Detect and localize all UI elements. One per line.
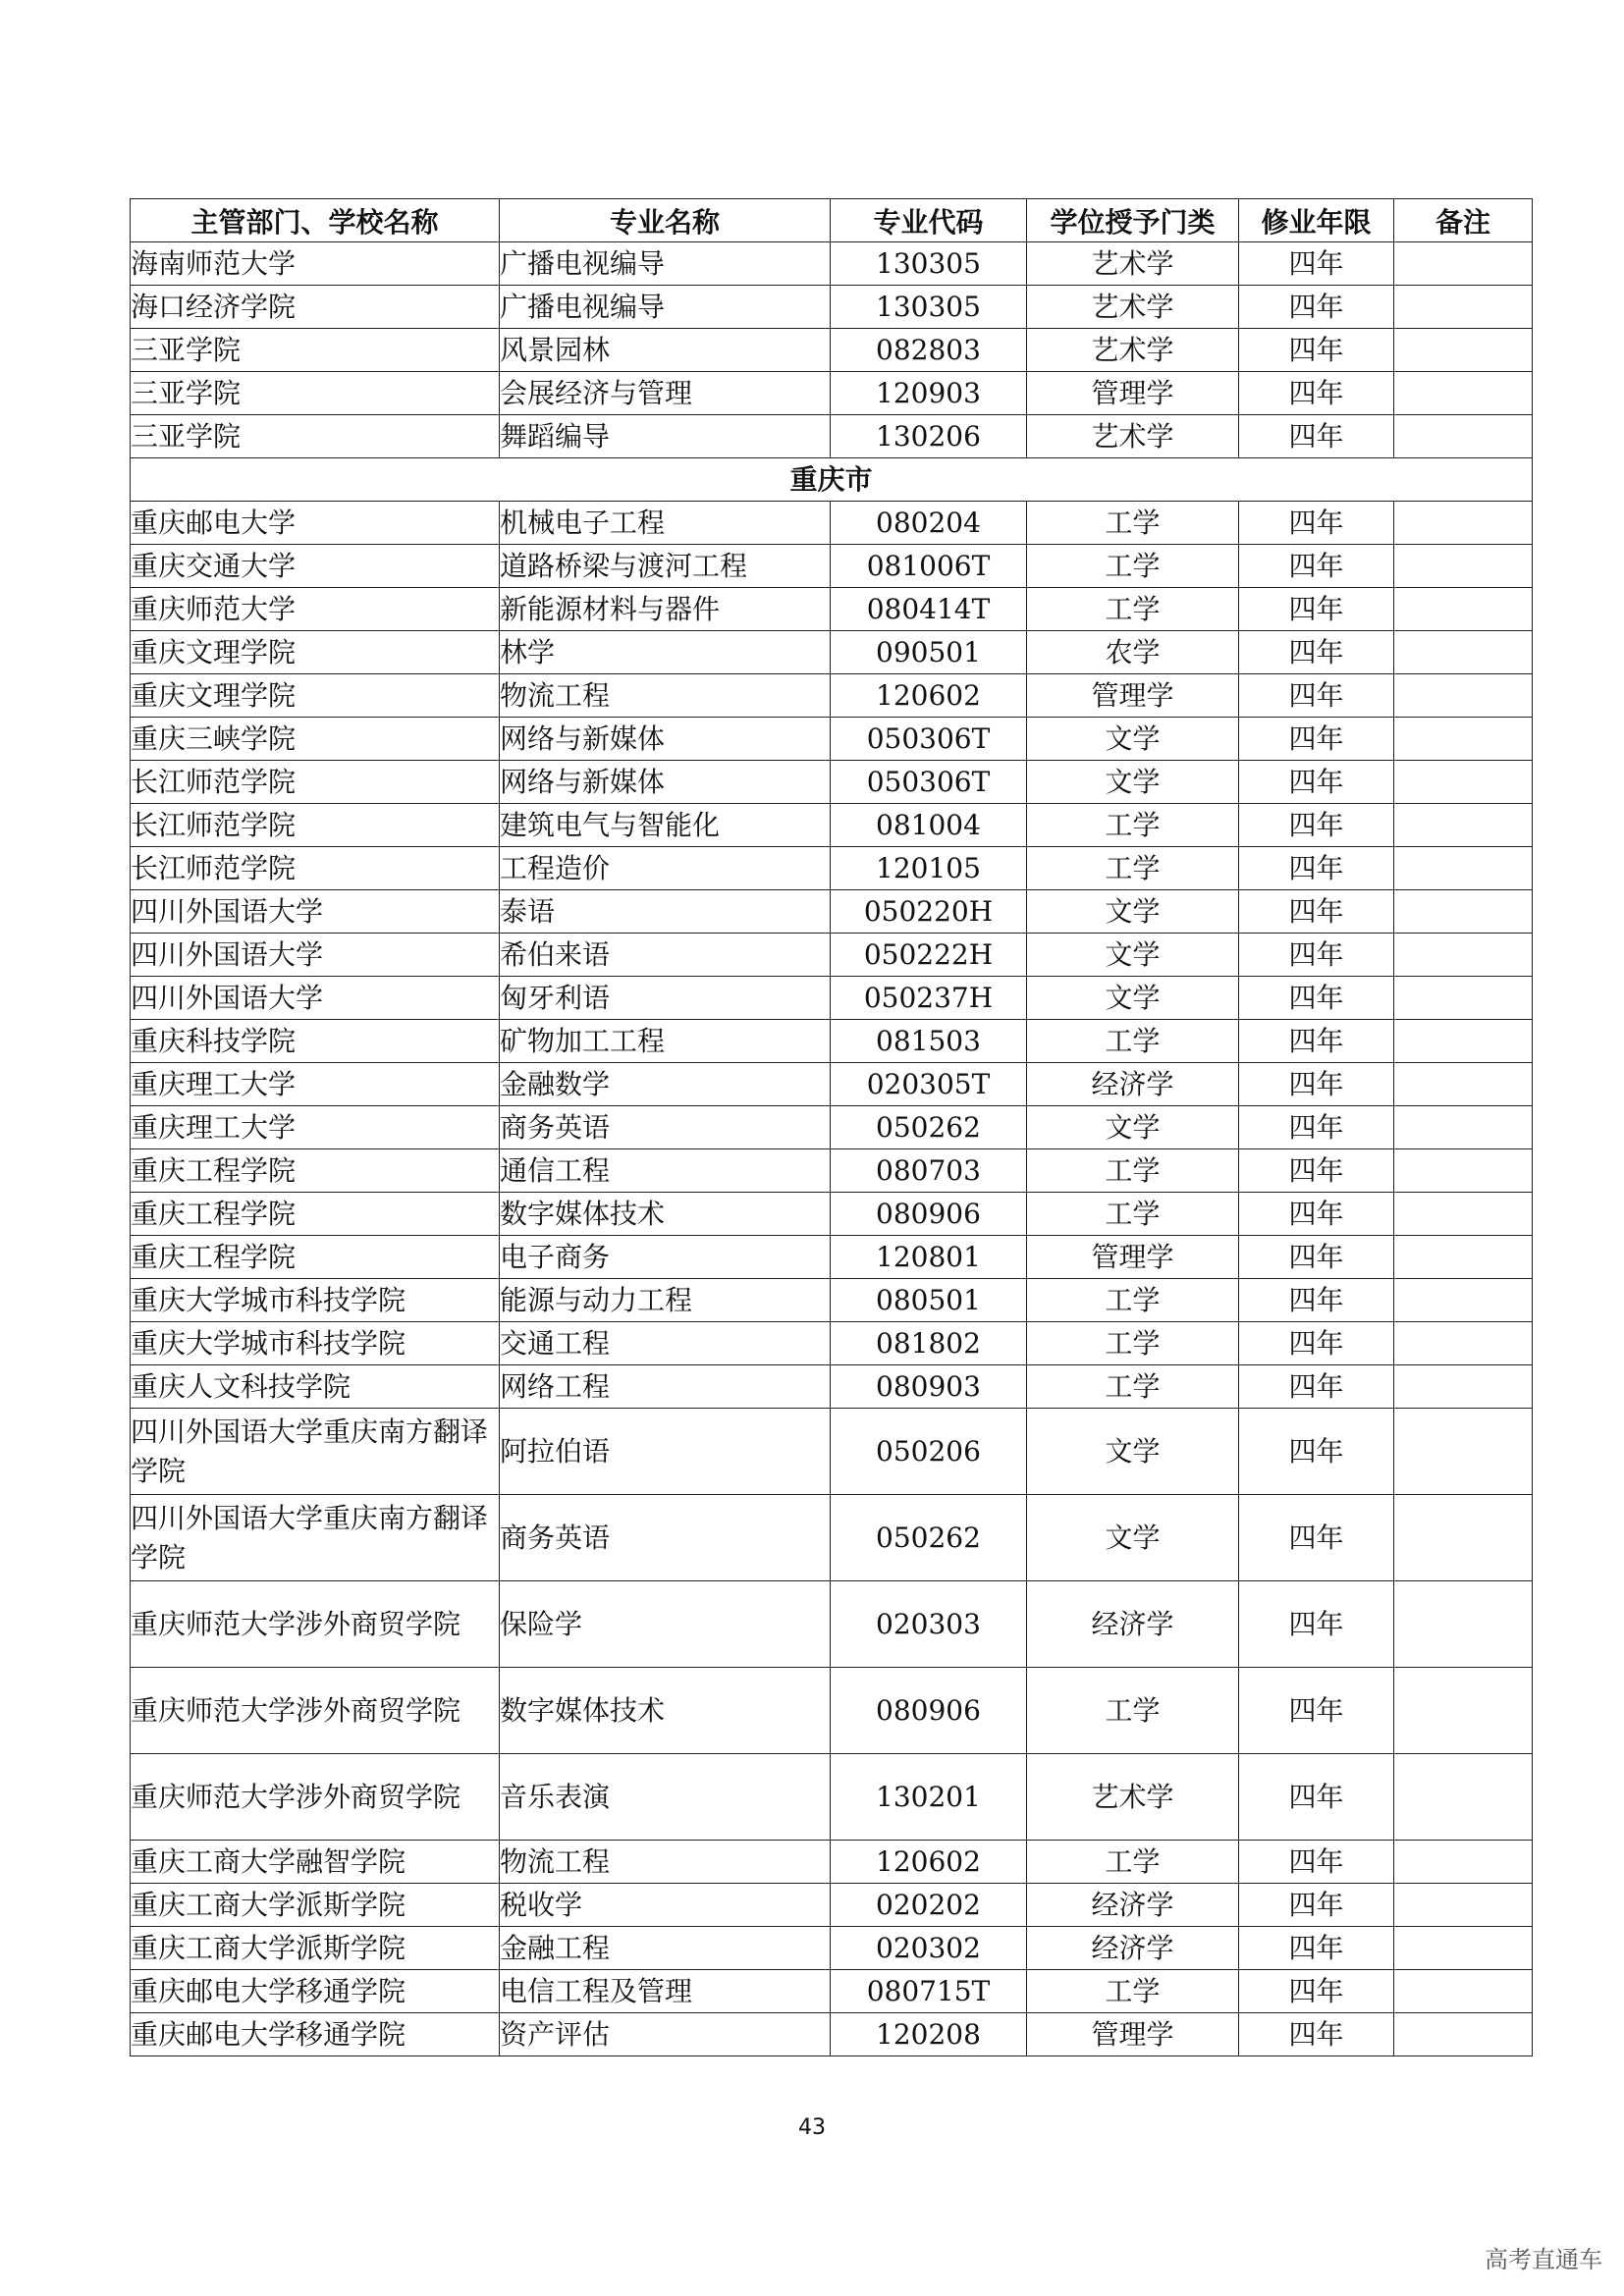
table-row bbox=[131, 588, 1533, 631]
degree-cell: 管理学 bbox=[1027, 2013, 1239, 2056]
years-cell: 四年 bbox=[1239, 242, 1394, 286]
note-cell bbox=[1394, 1279, 1533, 1322]
major-cell: 能源与动力工程 bbox=[500, 1279, 831, 1322]
major-cell: 会展经济与管理 bbox=[500, 372, 831, 415]
school-cell: 重庆大学城市科技学院 bbox=[131, 1322, 500, 1365]
major-cell: 音乐表演 bbox=[500, 1754, 831, 1841]
code-cell: 120602 bbox=[831, 674, 1027, 718]
major-cell: 资产评估 bbox=[500, 2013, 831, 2056]
years-cell: 四年 bbox=[1239, 1193, 1394, 1236]
years-cell: 四年 bbox=[1239, 1063, 1394, 1106]
years-cell: 四年 bbox=[1239, 1841, 1394, 1884]
code-cell: 120903 bbox=[831, 372, 1027, 415]
table-row bbox=[131, 1193, 1533, 1236]
table-row bbox=[131, 674, 1533, 718]
years-cell: 四年 bbox=[1239, 1322, 1394, 1365]
code-cell: 130305 bbox=[831, 286, 1027, 329]
degree-cell: 工学 bbox=[1027, 1020, 1239, 1063]
degree-cell: 工学 bbox=[1027, 1970, 1239, 2013]
years-cell: 四年 bbox=[1239, 631, 1394, 674]
code-cell: 080903 bbox=[831, 1365, 1027, 1409]
header-years: 修业年限 bbox=[1239, 199, 1394, 242]
table-row bbox=[131, 1106, 1533, 1149]
major-cell: 物流工程 bbox=[500, 1841, 831, 1884]
years-cell: 四年 bbox=[1239, 1279, 1394, 1322]
degree-cell: 文学 bbox=[1027, 1409, 1239, 1495]
years-cell: 四年 bbox=[1239, 286, 1394, 329]
degree-cell: 工学 bbox=[1027, 1279, 1239, 1322]
note-cell bbox=[1394, 1236, 1533, 1279]
code-cell: 080204 bbox=[831, 502, 1027, 545]
school-cell: 重庆工商大学派斯学院 bbox=[131, 1884, 500, 1927]
years-cell: 四年 bbox=[1239, 372, 1394, 415]
note-cell bbox=[1394, 804, 1533, 847]
school-cell: 四川外国语大学 bbox=[131, 977, 500, 1020]
note-cell bbox=[1394, 1581, 1533, 1668]
degree-cell: 工学 bbox=[1027, 1322, 1239, 1365]
code-cell: 082803 bbox=[831, 329, 1027, 372]
code-cell: 080906 bbox=[831, 1193, 1027, 1236]
note-cell bbox=[1394, 1063, 1533, 1106]
major-cell: 数字媒体技术 bbox=[500, 1668, 831, 1754]
table-row bbox=[131, 1581, 1533, 1668]
school-cell: 重庆工程学院 bbox=[131, 1236, 500, 1279]
major-cell: 商务英语 bbox=[500, 1106, 831, 1149]
school-cell: 重庆人文科技学院 bbox=[131, 1365, 500, 1409]
table-row bbox=[131, 286, 1533, 329]
years-cell: 四年 bbox=[1239, 1106, 1394, 1149]
major-cell: 泰语 bbox=[500, 890, 831, 934]
school-cell: 重庆三峡学院 bbox=[131, 718, 500, 761]
school-cell: 重庆邮电大学移通学院 bbox=[131, 1970, 500, 2013]
degree-cell: 农学 bbox=[1027, 631, 1239, 674]
table-row bbox=[131, 631, 1533, 674]
note-cell bbox=[1394, 545, 1533, 588]
code-cell: 080414T bbox=[831, 588, 1027, 631]
years-cell: 四年 bbox=[1239, 2013, 1394, 2056]
degree-cell: 工学 bbox=[1027, 1365, 1239, 1409]
school-cell: 重庆工程学院 bbox=[131, 1193, 500, 1236]
years-cell: 四年 bbox=[1239, 718, 1394, 761]
years-cell: 四年 bbox=[1239, 1970, 1394, 2013]
header-degree: 学位授予门类 bbox=[1027, 199, 1239, 242]
table-row bbox=[131, 1754, 1533, 1841]
school-cell: 重庆理工大学 bbox=[131, 1106, 500, 1149]
degree-cell: 工学 bbox=[1027, 502, 1239, 545]
years-cell: 四年 bbox=[1239, 1365, 1394, 1409]
major-cell: 金融工程 bbox=[500, 1927, 831, 1970]
major-cell: 税收学 bbox=[500, 1884, 831, 1927]
major-cell: 交通工程 bbox=[500, 1322, 831, 1365]
code-cell: 050262 bbox=[831, 1495, 1027, 1581]
table-row bbox=[131, 415, 1533, 458]
header-major: 专业名称 bbox=[500, 199, 831, 242]
major-cell: 网络工程 bbox=[500, 1365, 831, 1409]
note-cell bbox=[1394, 2013, 1533, 2056]
code-cell: 050262 bbox=[831, 1106, 1027, 1149]
note-cell bbox=[1394, 1927, 1533, 1970]
years-cell: 四年 bbox=[1239, 329, 1394, 372]
code-cell: 050206 bbox=[831, 1409, 1027, 1495]
degree-cell: 工学 bbox=[1027, 1149, 1239, 1193]
code-cell: 050222H bbox=[831, 934, 1027, 977]
years-cell: 四年 bbox=[1239, 1149, 1394, 1193]
code-cell: 081004 bbox=[831, 804, 1027, 847]
note-cell bbox=[1394, 1970, 1533, 2013]
degree-cell: 文学 bbox=[1027, 761, 1239, 804]
degree-cell: 管理学 bbox=[1027, 1236, 1239, 1279]
school-cell: 四川外国语大学重庆南方翻译学院 bbox=[131, 1495, 500, 1581]
code-cell: 080703 bbox=[831, 1149, 1027, 1193]
table-row bbox=[131, 977, 1533, 1020]
note-cell bbox=[1394, 329, 1533, 372]
major-cell: 林学 bbox=[500, 631, 831, 674]
school-cell: 重庆工商大学融智学院 bbox=[131, 1841, 500, 1884]
degree-cell: 经济学 bbox=[1027, 1581, 1239, 1668]
degree-cell: 工学 bbox=[1027, 1193, 1239, 1236]
table-header-row bbox=[131, 199, 1533, 242]
table-row bbox=[131, 545, 1533, 588]
degree-cell: 艺术学 bbox=[1027, 329, 1239, 372]
note-cell bbox=[1394, 242, 1533, 286]
years-cell: 四年 bbox=[1239, 1409, 1394, 1495]
years-cell: 四年 bbox=[1239, 1668, 1394, 1754]
years-cell: 四年 bbox=[1239, 1236, 1394, 1279]
school-cell: 长江师范学院 bbox=[131, 761, 500, 804]
note-cell bbox=[1394, 502, 1533, 545]
code-cell: 020303 bbox=[831, 1581, 1027, 1668]
table-row bbox=[131, 242, 1533, 286]
years-cell: 四年 bbox=[1239, 761, 1394, 804]
note-cell bbox=[1394, 415, 1533, 458]
major-cell: 工程造价 bbox=[500, 847, 831, 890]
years-cell: 四年 bbox=[1239, 804, 1394, 847]
note-cell bbox=[1394, 847, 1533, 890]
school-cell: 长江师范学院 bbox=[131, 804, 500, 847]
school-cell: 重庆理工大学 bbox=[131, 1063, 500, 1106]
years-cell: 四年 bbox=[1239, 1754, 1394, 1841]
code-cell: 120801 bbox=[831, 1236, 1027, 1279]
code-cell: 120208 bbox=[831, 2013, 1027, 2056]
school-cell: 三亚学院 bbox=[131, 372, 500, 415]
school-cell: 四川外国语大学 bbox=[131, 890, 500, 934]
degree-cell: 管理学 bbox=[1027, 372, 1239, 415]
table-row bbox=[131, 804, 1533, 847]
major-cell: 广播电视编导 bbox=[500, 286, 831, 329]
code-cell: 020202 bbox=[831, 1884, 1027, 1927]
years-cell: 四年 bbox=[1239, 977, 1394, 1020]
degree-cell: 文学 bbox=[1027, 1495, 1239, 1581]
table-row bbox=[131, 1020, 1533, 1063]
table-row bbox=[131, 1970, 1533, 2013]
table-row bbox=[131, 1365, 1533, 1409]
table-row bbox=[131, 1279, 1533, 1322]
degree-cell: 工学 bbox=[1027, 847, 1239, 890]
table-row bbox=[131, 1409, 1533, 1495]
code-cell: 081006T bbox=[831, 545, 1027, 588]
major-cell: 希伯来语 bbox=[500, 934, 831, 977]
note-cell bbox=[1394, 1668, 1533, 1754]
degree-cell: 文学 bbox=[1027, 1106, 1239, 1149]
note-cell bbox=[1394, 372, 1533, 415]
school-cell: 海口经济学院 bbox=[131, 286, 500, 329]
school-cell: 三亚学院 bbox=[131, 415, 500, 458]
table-row bbox=[131, 847, 1533, 890]
table-row bbox=[131, 502, 1533, 545]
degree-cell: 工学 bbox=[1027, 1668, 1239, 1754]
table-row bbox=[131, 1149, 1533, 1193]
code-cell: 130201 bbox=[831, 1754, 1027, 1841]
years-cell: 四年 bbox=[1239, 545, 1394, 588]
school-cell: 三亚学院 bbox=[131, 329, 500, 372]
degree-cell: 经济学 bbox=[1027, 1884, 1239, 1927]
major-cell: 广播电视编导 bbox=[500, 242, 831, 286]
majors-table bbox=[130, 198, 1533, 2056]
code-cell: 080715T bbox=[831, 1970, 1027, 2013]
years-cell: 四年 bbox=[1239, 674, 1394, 718]
school-cell: 重庆师范大学涉外商贸学院 bbox=[131, 1668, 500, 1754]
school-cell: 重庆师范大学涉外商贸学院 bbox=[131, 1581, 500, 1668]
code-cell: 120602 bbox=[831, 1841, 1027, 1884]
note-cell bbox=[1394, 1149, 1533, 1193]
major-cell: 风景园林 bbox=[500, 329, 831, 372]
note-cell bbox=[1394, 1409, 1533, 1495]
major-cell: 金融数学 bbox=[500, 1063, 831, 1106]
code-cell: 050220H bbox=[831, 890, 1027, 934]
code-cell: 090501 bbox=[831, 631, 1027, 674]
table-row bbox=[131, 1063, 1533, 1106]
degree-cell: 工学 bbox=[1027, 804, 1239, 847]
school-cell: 重庆文理学院 bbox=[131, 674, 500, 718]
degree-cell: 艺术学 bbox=[1027, 415, 1239, 458]
table-row bbox=[131, 890, 1533, 934]
years-cell: 四年 bbox=[1239, 1884, 1394, 1927]
table-row bbox=[131, 1236, 1533, 1279]
table-row bbox=[131, 761, 1533, 804]
degree-cell: 管理学 bbox=[1027, 674, 1239, 718]
major-cell: 电子商务 bbox=[500, 1236, 831, 1279]
header-note: 备注 bbox=[1394, 199, 1533, 242]
school-cell: 四川外国语大学重庆南方翻译学院 bbox=[131, 1409, 500, 1495]
table-row bbox=[131, 1322, 1533, 1365]
code-cell: 081503 bbox=[831, 1020, 1027, 1063]
major-cell: 机械电子工程 bbox=[500, 502, 831, 545]
years-cell: 四年 bbox=[1239, 588, 1394, 631]
note-cell bbox=[1394, 286, 1533, 329]
note-cell bbox=[1394, 1365, 1533, 1409]
major-cell: 电信工程及管理 bbox=[500, 1970, 831, 2013]
header-code: 专业代码 bbox=[831, 199, 1027, 242]
major-cell: 保险学 bbox=[500, 1581, 831, 1668]
school-cell: 重庆科技学院 bbox=[131, 1020, 500, 1063]
code-cell: 081802 bbox=[831, 1322, 1027, 1365]
table-row bbox=[131, 1668, 1533, 1754]
note-cell bbox=[1394, 1884, 1533, 1927]
note-cell bbox=[1394, 890, 1533, 934]
years-cell: 四年 bbox=[1239, 1495, 1394, 1581]
table-row bbox=[131, 1884, 1533, 1927]
note-cell bbox=[1394, 588, 1533, 631]
page-number: 43 bbox=[798, 2115, 826, 2140]
table-row bbox=[131, 1841, 1533, 1884]
degree-cell: 文学 bbox=[1027, 718, 1239, 761]
years-cell: 四年 bbox=[1239, 890, 1394, 934]
table-row bbox=[131, 1927, 1533, 1970]
table-row bbox=[131, 372, 1533, 415]
code-cell: 130305 bbox=[831, 242, 1027, 286]
degree-cell: 文学 bbox=[1027, 977, 1239, 1020]
table-row bbox=[131, 1495, 1533, 1581]
major-cell: 新能源材料与器件 bbox=[500, 588, 831, 631]
note-cell bbox=[1394, 1495, 1533, 1581]
region-row bbox=[131, 458, 1533, 502]
major-cell: 舞蹈编导 bbox=[500, 415, 831, 458]
code-cell: 080906 bbox=[831, 1668, 1027, 1754]
years-cell: 四年 bbox=[1239, 934, 1394, 977]
code-cell: 050237H bbox=[831, 977, 1027, 1020]
degree-cell: 文学 bbox=[1027, 934, 1239, 977]
note-cell bbox=[1394, 1322, 1533, 1365]
degree-cell: 经济学 bbox=[1027, 1927, 1239, 1970]
note-cell bbox=[1394, 761, 1533, 804]
school-cell: 重庆大学城市科技学院 bbox=[131, 1279, 500, 1322]
degree-cell: 工学 bbox=[1027, 1841, 1239, 1884]
degree-cell: 艺术学 bbox=[1027, 1754, 1239, 1841]
code-cell: 080501 bbox=[831, 1279, 1027, 1322]
major-cell: 数字媒体技术 bbox=[500, 1193, 831, 1236]
years-cell: 四年 bbox=[1239, 502, 1394, 545]
years-cell: 四年 bbox=[1239, 847, 1394, 890]
major-cell: 通信工程 bbox=[500, 1149, 831, 1193]
school-cell: 四川外国语大学 bbox=[131, 934, 500, 977]
table-row bbox=[131, 934, 1533, 977]
note-cell bbox=[1394, 1754, 1533, 1841]
code-cell: 050306T bbox=[831, 718, 1027, 761]
note-cell bbox=[1394, 1193, 1533, 1236]
school-cell: 重庆文理学院 bbox=[131, 631, 500, 674]
note-cell bbox=[1394, 1020, 1533, 1063]
school-cell: 重庆师范大学 bbox=[131, 588, 500, 631]
code-cell: 020302 bbox=[831, 1927, 1027, 1970]
degree-cell: 工学 bbox=[1027, 588, 1239, 631]
years-cell: 四年 bbox=[1239, 1020, 1394, 1063]
code-cell: 050306T bbox=[831, 761, 1027, 804]
table-row bbox=[131, 329, 1533, 372]
code-cell: 120105 bbox=[831, 847, 1027, 890]
note-cell bbox=[1394, 1106, 1533, 1149]
note-cell bbox=[1394, 718, 1533, 761]
school-cell: 海南师范大学 bbox=[131, 242, 500, 286]
years-cell: 四年 bbox=[1239, 415, 1394, 458]
major-cell: 阿拉伯语 bbox=[500, 1409, 831, 1495]
degree-cell: 艺术学 bbox=[1027, 242, 1239, 286]
degree-cell: 经济学 bbox=[1027, 1063, 1239, 1106]
major-cell: 道路桥梁与渡河工程 bbox=[500, 545, 831, 588]
note-cell bbox=[1394, 977, 1533, 1020]
years-cell: 四年 bbox=[1239, 1581, 1394, 1668]
major-cell: 建筑电气与智能化 bbox=[500, 804, 831, 847]
code-cell: 020305T bbox=[831, 1063, 1027, 1106]
note-cell bbox=[1394, 1841, 1533, 1884]
major-cell: 匈牙利语 bbox=[500, 977, 831, 1020]
school-cell: 重庆工程学院 bbox=[131, 1149, 500, 1193]
school-cell: 重庆工商大学派斯学院 bbox=[131, 1927, 500, 1970]
school-cell: 长江师范学院 bbox=[131, 847, 500, 890]
major-cell: 矿物加工工程 bbox=[500, 1020, 831, 1063]
degree-cell: 艺术学 bbox=[1027, 286, 1239, 329]
school-cell: 重庆交通大学 bbox=[131, 545, 500, 588]
note-cell bbox=[1394, 674, 1533, 718]
school-cell: 重庆师范大学涉外商贸学院 bbox=[131, 1754, 500, 1841]
header-school: 主管部门、学校名称 bbox=[131, 199, 500, 242]
school-cell: 重庆邮电大学移通学院 bbox=[131, 2013, 500, 2056]
degree-cell: 工学 bbox=[1027, 545, 1239, 588]
table-row bbox=[131, 2013, 1533, 2056]
watermark: 高考直通车 bbox=[1485, 2246, 1602, 2273]
years-cell: 四年 bbox=[1239, 1927, 1394, 1970]
table-body bbox=[131, 242, 1533, 2056]
major-cell: 网络与新媒体 bbox=[500, 718, 831, 761]
major-cell: 商务英语 bbox=[500, 1495, 831, 1581]
table-row bbox=[131, 718, 1533, 761]
note-cell bbox=[1394, 631, 1533, 674]
region-heading: 重庆市 bbox=[131, 458, 1533, 502]
school-cell: 重庆邮电大学 bbox=[131, 502, 500, 545]
major-cell: 物流工程 bbox=[500, 674, 831, 718]
note-cell bbox=[1394, 934, 1533, 977]
degree-cell: 文学 bbox=[1027, 890, 1239, 934]
major-cell: 网络与新媒体 bbox=[500, 761, 831, 804]
code-cell: 130206 bbox=[831, 415, 1027, 458]
